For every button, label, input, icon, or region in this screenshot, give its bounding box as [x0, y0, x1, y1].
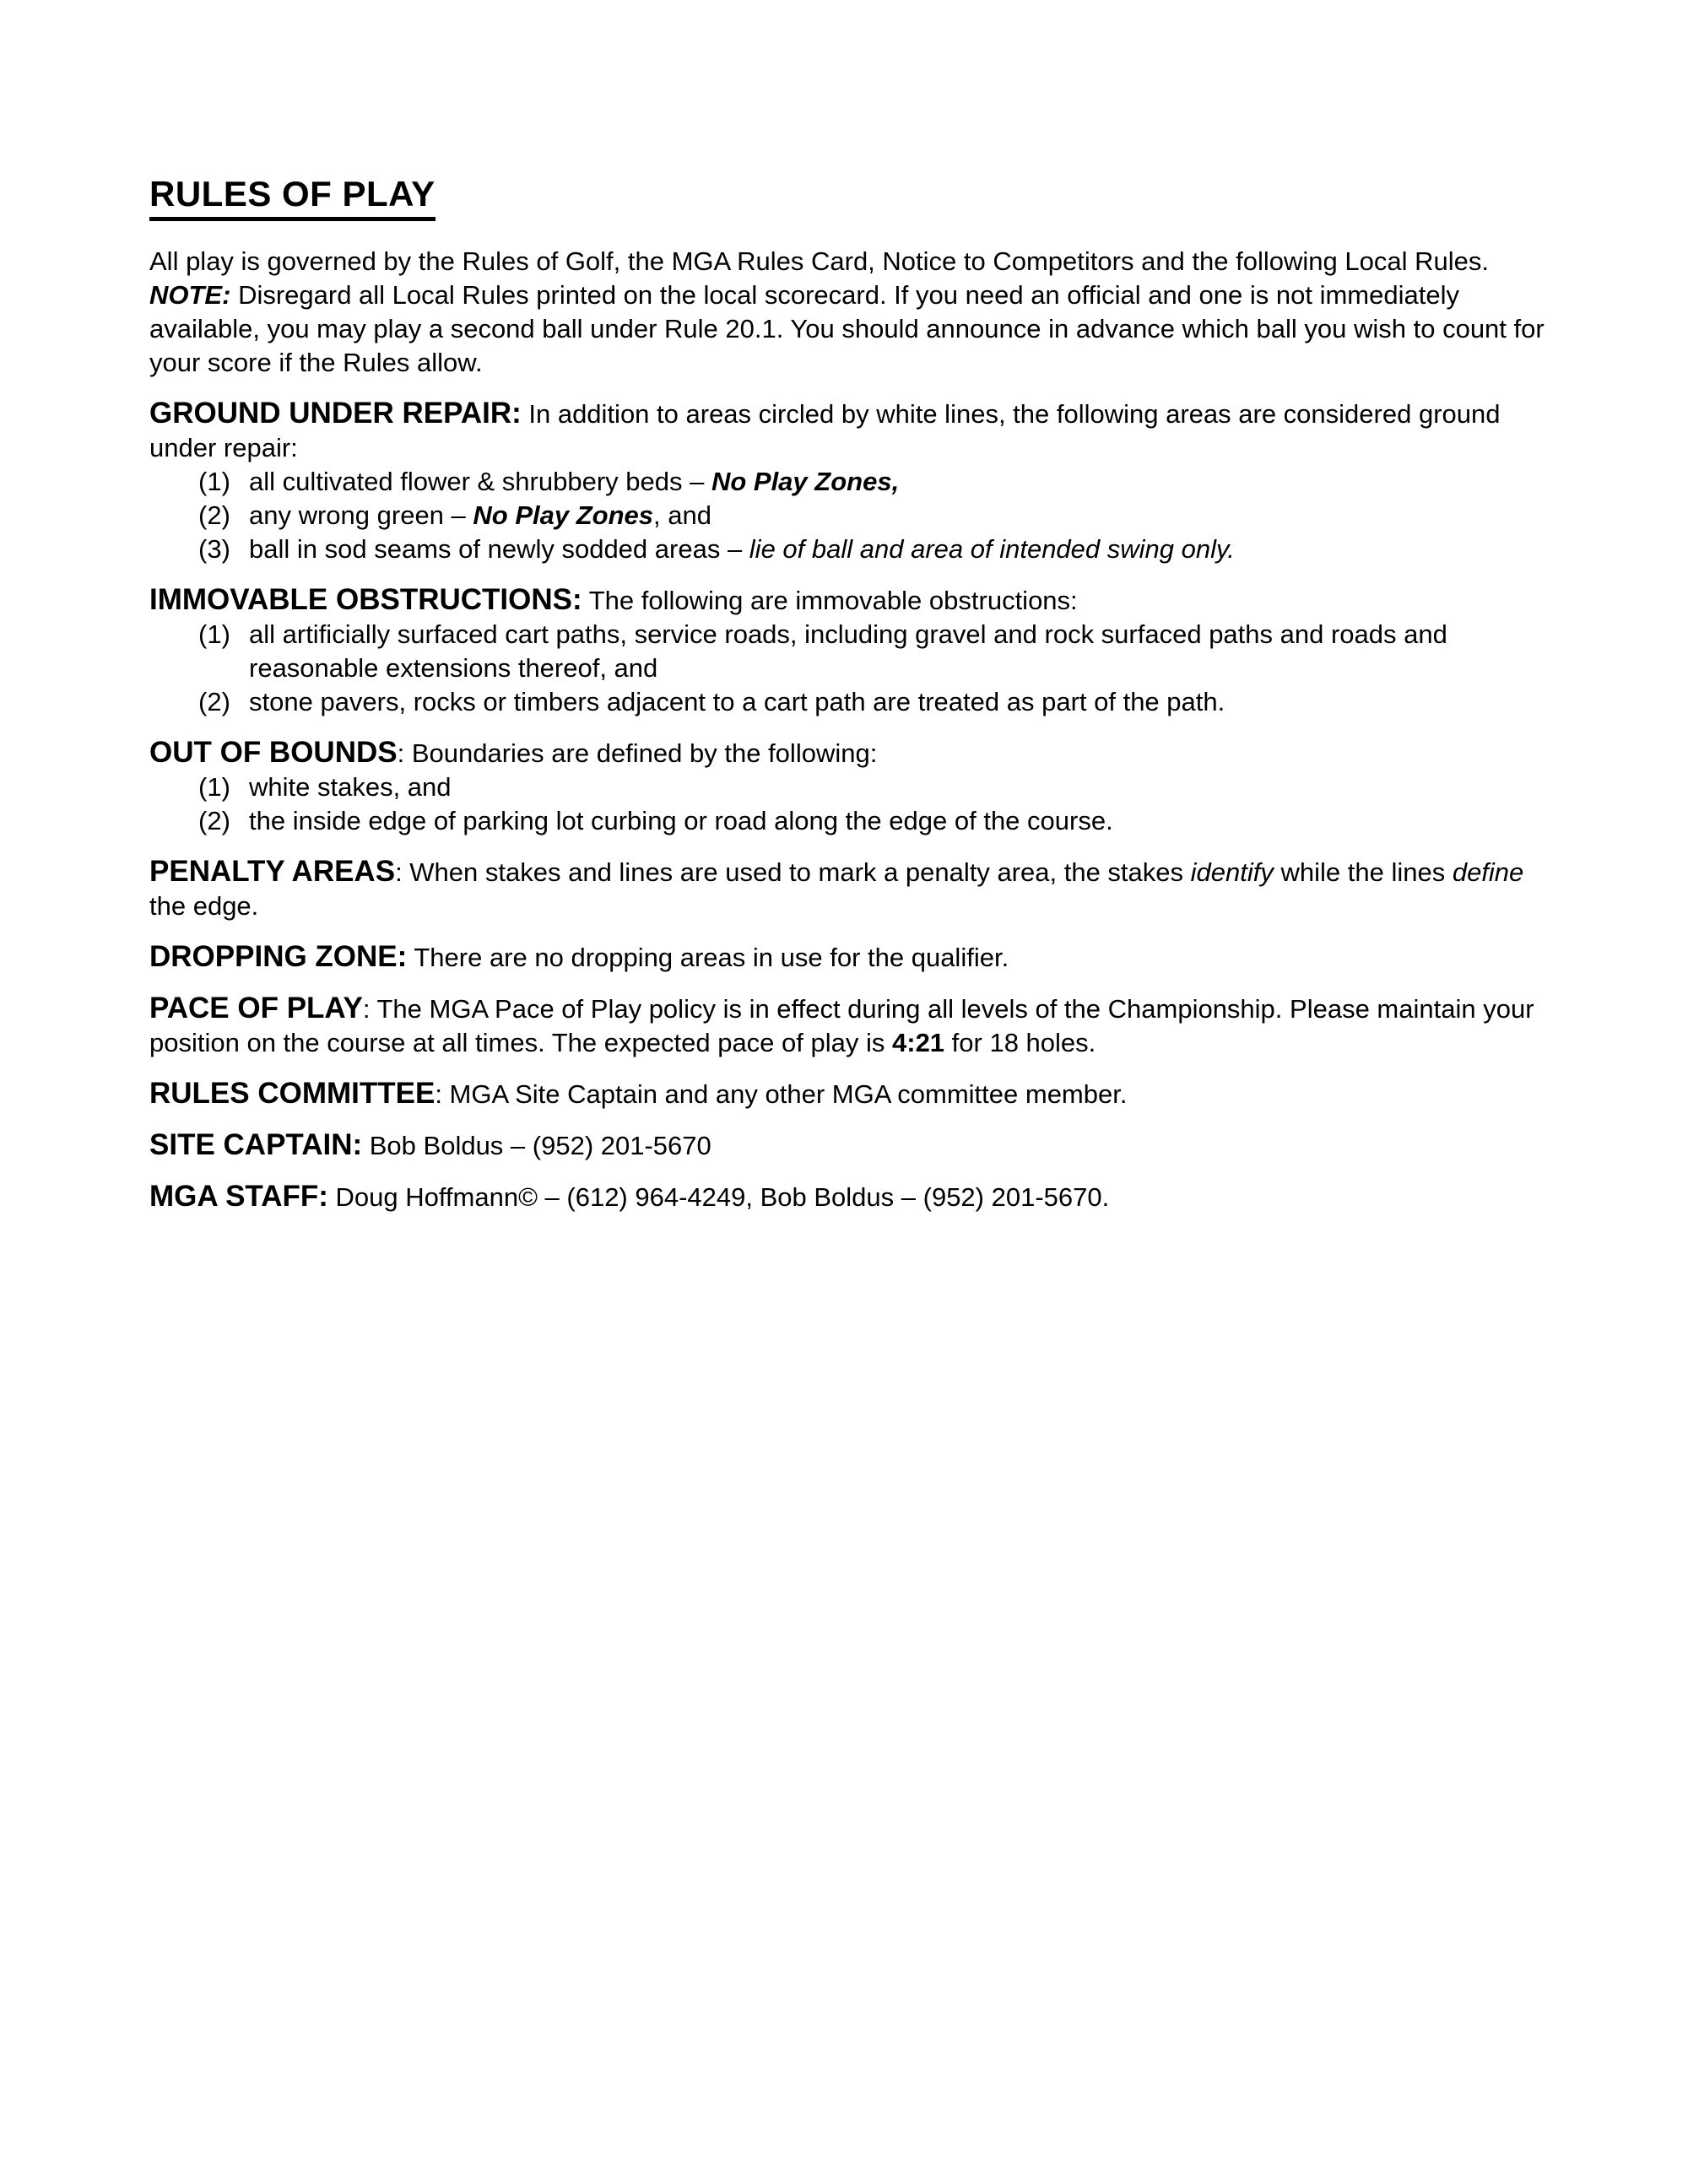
text-run: There are no dropping areas in use for the qualifier. — [407, 943, 1009, 972]
text-run: The following are immovable obstructions: — [582, 586, 1078, 615]
text-run: 4:21 — [892, 1028, 945, 1057]
text-run: NOTE: — [149, 280, 239, 310]
section-out-of-bounds — [149, 736, 1550, 838]
text-run: identify — [1190, 857, 1274, 887]
list-item-number: (1) — [198, 467, 230, 496]
list-item — [149, 465, 1550, 499]
text-run: all cultivated flower & shrubbery beds – — [249, 467, 711, 496]
section-heading-paragraph — [149, 1128, 1550, 1163]
text-run: while the lines — [1273, 857, 1453, 887]
section-pace-of-play — [149, 992, 1550, 1060]
text-run: : The MGA Pace of Play policy is in effect during all levels of the Championship. Please maintain your position on the course at all times. The expected pace of play is — [149, 994, 1534, 1057]
list-item-number: (1) — [198, 619, 230, 649]
text-run: In addition to areas circled by white lines, the following areas are considered ground under repair: — [149, 399, 1501, 462]
list-item-number: (3) — [198, 534, 230, 564]
list-item-number: (2) — [198, 500, 230, 530]
text-run: No Play Zones, — [711, 467, 900, 496]
list-item-text — [249, 499, 1550, 532]
text-run: OUT OF BOUNDS — [149, 736, 398, 769]
list-item — [149, 685, 1550, 719]
text-run: all artificially surfaced cart paths, service roads, including gravel and rock surfaced paths and roads and reasonable extensions thereof, and — [249, 619, 1447, 683]
page-title — [149, 173, 1550, 221]
text-run: stone pavers, rocks or timbers adjacent to a cart path are treated as part of the path. — [249, 687, 1225, 716]
text-run: define — [1452, 857, 1524, 887]
text-run: white stakes, and — [249, 772, 452, 802]
numbered-list — [149, 618, 1550, 719]
section-heading-paragraph — [149, 583, 1550, 618]
text-run: Doug Hoffmann© – (612) 964-4249, Bob Boldus – (952) 201-5670. — [327, 1182, 1110, 1212]
list-item-text — [249, 685, 1550, 719]
numbered-list — [149, 770, 1550, 838]
text-run: RULES COMMITTEE — [149, 1077, 436, 1110]
text-run: – lie of ball and area of intended swing only. — [727, 534, 1235, 564]
text-run: Bob Boldus – (952) 201-5670 — [362, 1131, 711, 1160]
list-item — [149, 532, 1550, 566]
text-run: All play is governed by the Rules of Golf, the MGA Rules Card, Notice to Competitors and the following Local Rules. — [149, 246, 1489, 276]
text-run: : MGA Site Captain and any other MGA committee member. — [435, 1079, 1128, 1109]
page-title-text: RULES OF PLAY — [149, 173, 436, 221]
list-item — [149, 770, 1550, 804]
text-run: GROUND UNDER REPAIR: — [149, 397, 522, 430]
text-run: ball in sod seams of newly sodded areas — [249, 534, 728, 564]
section-heading-paragraph — [149, 1180, 1550, 1214]
section-immovable-obstructions — [149, 583, 1550, 719]
section-heading-paragraph — [149, 397, 1550, 465]
list-item-text — [249, 618, 1550, 685]
list-item-text — [249, 804, 1550, 838]
list-item-number: (2) — [198, 806, 230, 835]
text-run: IMMOVABLE OBSTRUCTIONS: — [149, 583, 582, 616]
section-heading-paragraph — [149, 1077, 1550, 1111]
section-heading-paragraph — [149, 855, 1550, 923]
section-heading-paragraph — [149, 992, 1550, 1060]
list-item-number: (1) — [198, 772, 230, 802]
text-run: , and — [653, 500, 711, 530]
list-item-number: (2) — [198, 687, 230, 716]
text-run: Disregard all Local Rules printed on the local scorecard. If you need an official and one is not immediately available, you may play a second ball under Rule 20.1. You should announce in advance which ball you wish to count for your score if the Rules allow. — [149, 280, 1545, 377]
text-run: : When stakes and lines are used to mark a penalty area, the stakes — [395, 857, 1191, 887]
text-run: the edge. — [149, 891, 259, 921]
list-item — [149, 618, 1550, 685]
list-item-text — [249, 465, 1550, 499]
section-dropping-zone — [149, 940, 1550, 975]
text-run: DROPPING ZONE: — [149, 940, 408, 973]
text-run: PENALTY AREAS — [149, 855, 396, 888]
numbered-list — [149, 465, 1550, 566]
section-heading-paragraph — [149, 736, 1550, 770]
text-run: the inside edge of parking lot curbing or road along the edge of the course. — [249, 806, 1113, 835]
list-item-text — [249, 770, 1550, 804]
section-mga-staff — [149, 1180, 1550, 1214]
text-run: for 18 holes. — [944, 1028, 1096, 1057]
text-run: No Play Zones — [473, 500, 654, 530]
list-item-text — [249, 532, 1550, 566]
section-site-captain — [149, 1128, 1550, 1163]
section-penalty-areas — [149, 855, 1550, 923]
text-run: any wrong green – — [249, 500, 473, 530]
list-item — [149, 499, 1550, 532]
document-content — [149, 173, 1550, 1214]
text-run: PACE OF PLAY — [149, 992, 363, 1024]
text-run: : Boundaries are defined by the following: — [397, 738, 878, 768]
text-run: SITE CAPTAIN: — [149, 1128, 363, 1161]
intro-paragraph — [149, 245, 1550, 380]
section-heading-paragraph — [149, 940, 1550, 975]
text-run: MGA STAFF: — [149, 1180, 328, 1213]
section-rules-committee — [149, 1077, 1550, 1111]
section-ground-under-repair — [149, 397, 1550, 566]
list-item — [149, 804, 1550, 838]
